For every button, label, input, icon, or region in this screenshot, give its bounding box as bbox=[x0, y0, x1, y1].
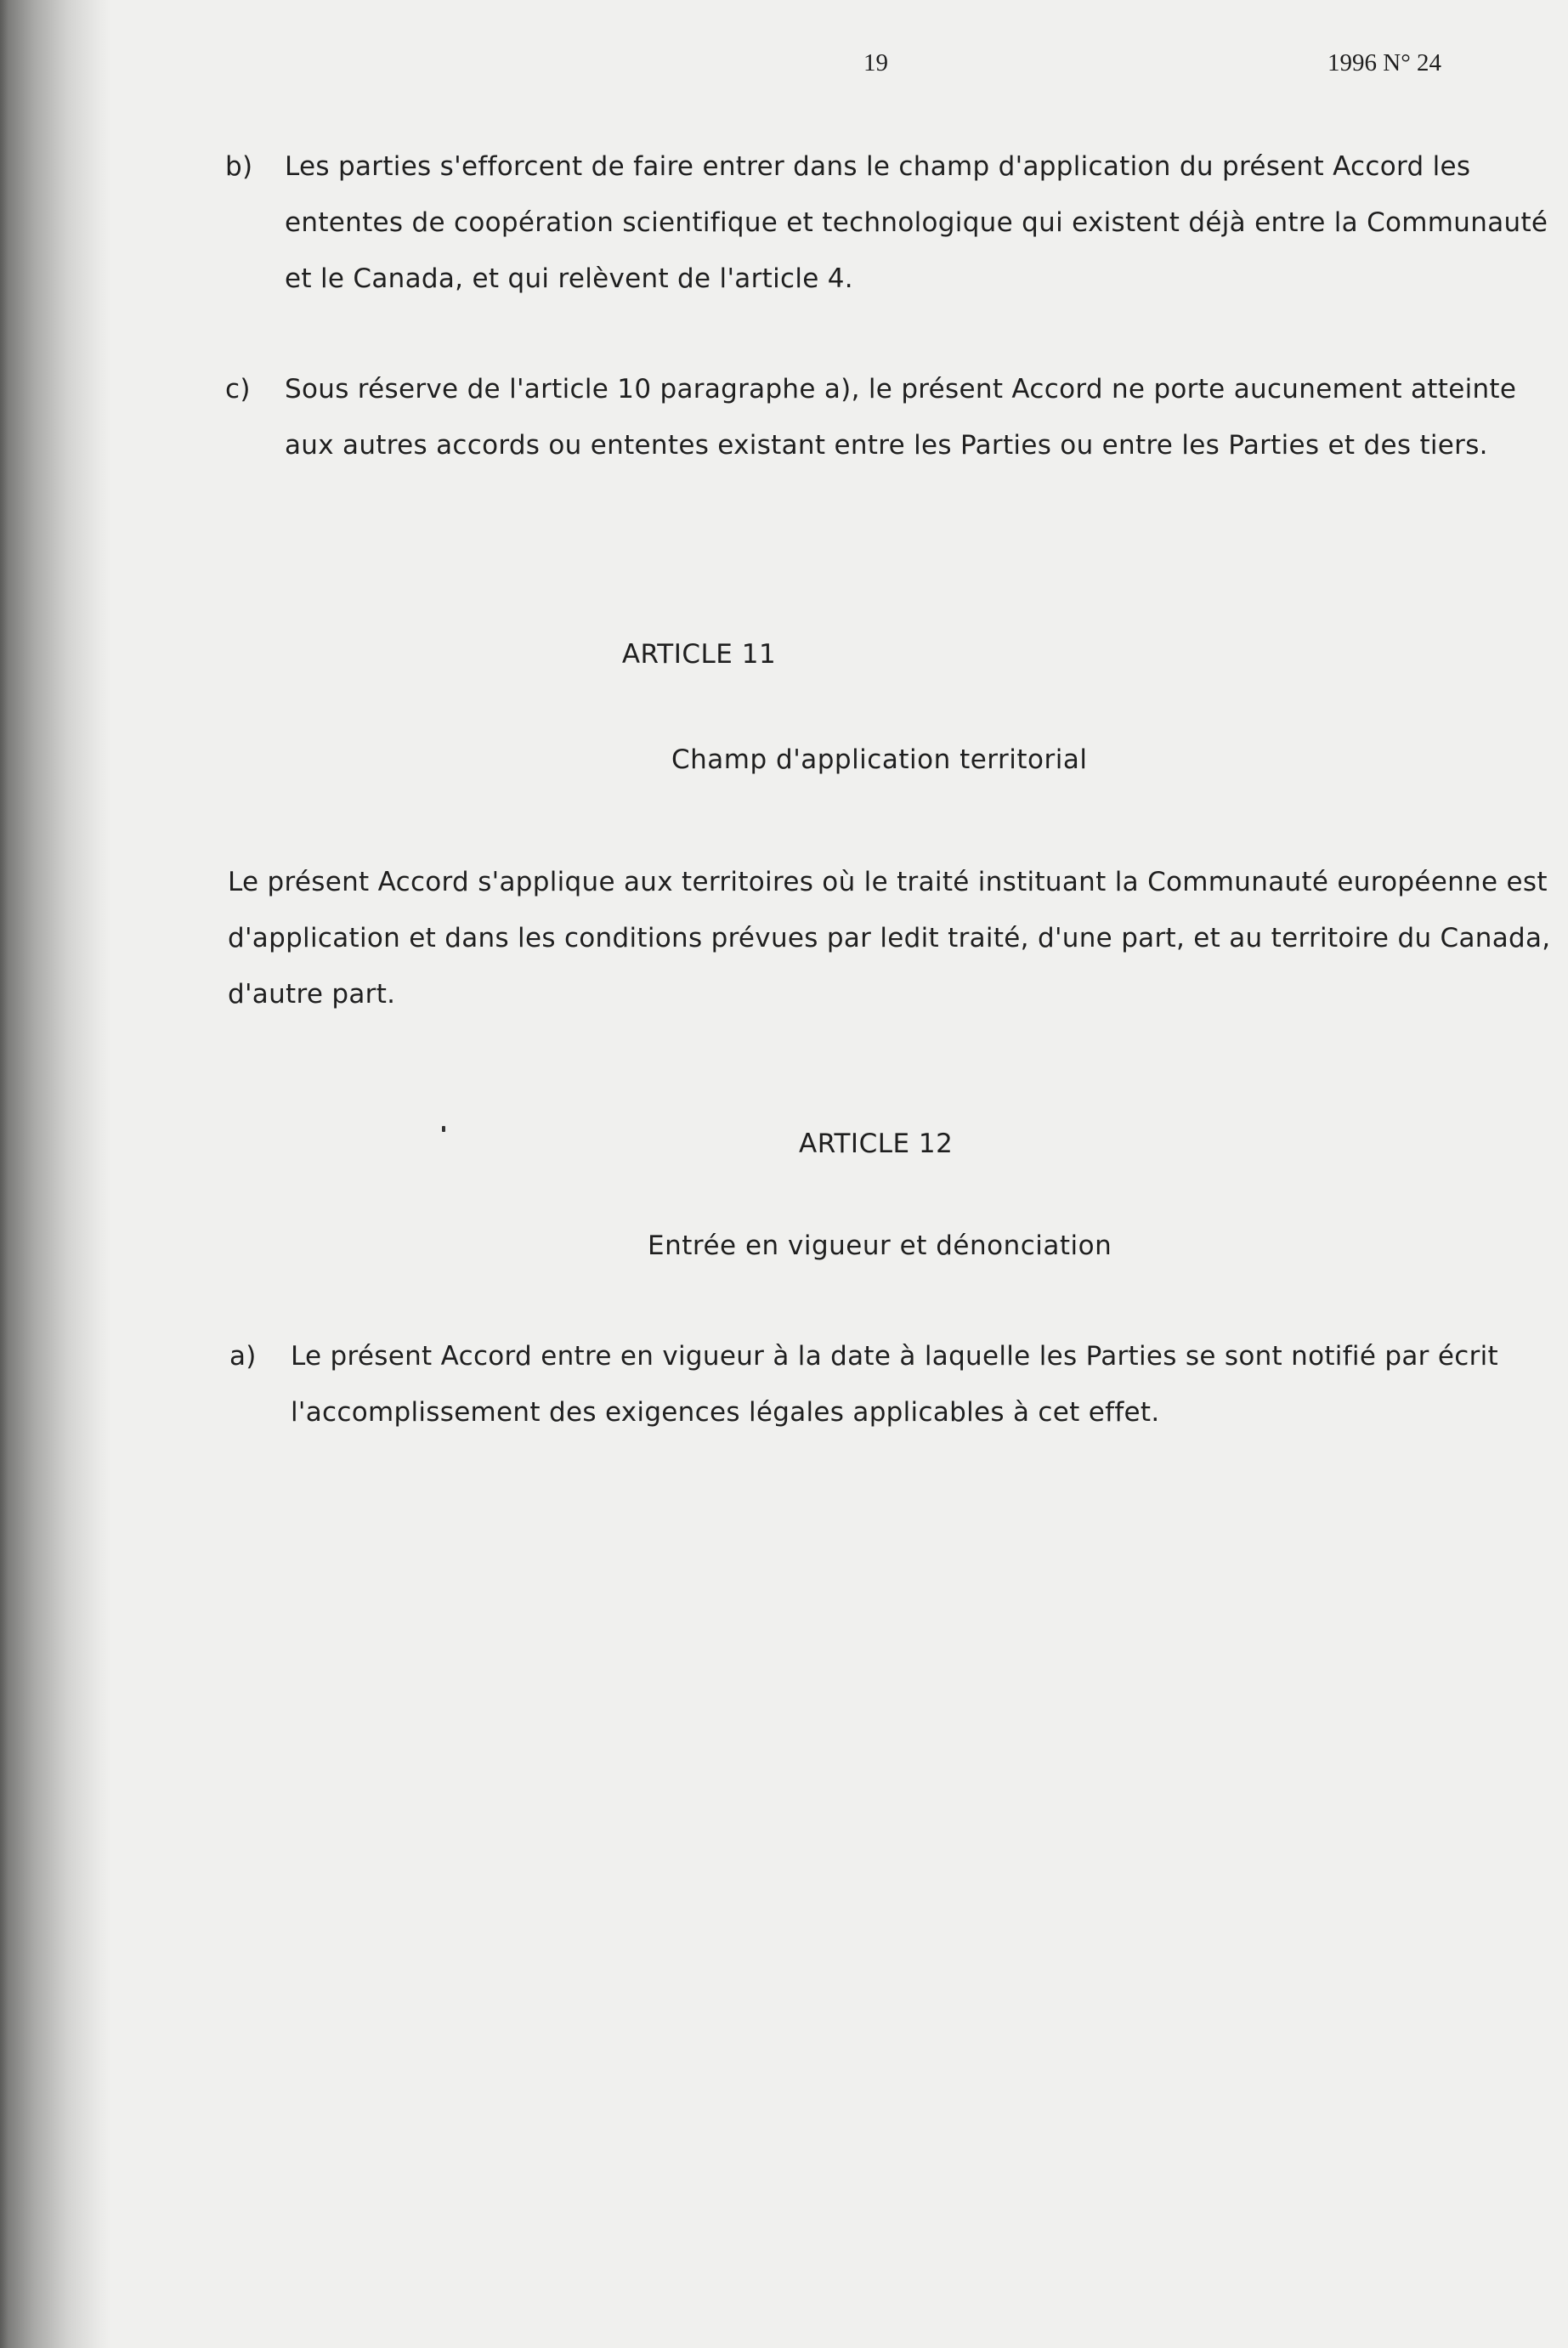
page-header bbox=[0, 49, 1568, 83]
binding-shadow bbox=[0, 0, 110, 2348]
paragraph-c bbox=[225, 361, 1551, 473]
article-11-subtitle-text: Champ d'application territorial bbox=[671, 744, 1088, 775]
page-number: 19 bbox=[863, 49, 888, 76]
publication-reference: 1996 N° 24 bbox=[1327, 49, 1442, 76]
paragraph-text: Sous réserve de l'article 10 paragraphe a), le présent Accord ne porte aucunement atteinte aux autres accords ou ententes existant entre les Parties ou entre les Parties et des tiers. bbox=[285, 374, 1517, 461]
article-12-subtitle: Entrée en vigueur et dénonciation bbox=[648, 1231, 1112, 1261]
article-12-paragraph-a bbox=[229, 1328, 1504, 1440]
paragraph-b bbox=[225, 139, 1551, 307]
article-11-text: Le présent Accord s'applique aux territoires où le traité instituant la Communauté européenne est d'application et dans les conditions prévues par ledit traité, d'une part, et au territoire du Canada, d'autre part. bbox=[228, 867, 1551, 1010]
paragraph-marker: c) bbox=[225, 374, 251, 405]
paper-speck bbox=[442, 1126, 445, 1132]
paragraph-text: Le présent Accord entre en vigueur à la date à laquelle les Parties se sont notifié par écrit l'accomplissement des exigences légales applicables à cet effet. bbox=[291, 1341, 1498, 1428]
paragraph-marker: a) bbox=[229, 1341, 257, 1372]
article-11-title: ARTICLE 11 bbox=[621, 639, 777, 670]
paragraph-marker: b) bbox=[225, 151, 253, 182]
article-12-title: ARTICLE 12 bbox=[799, 1129, 954, 1159]
paragraph-text: Les parties s'efforcent de faire entrer dans le champ d'application du présent Accord les ententes de coopération scientifique et technologique qui existent déjà entre la Communauté et le Canada, et qui relèvent de l'article 4. bbox=[285, 151, 1548, 294]
